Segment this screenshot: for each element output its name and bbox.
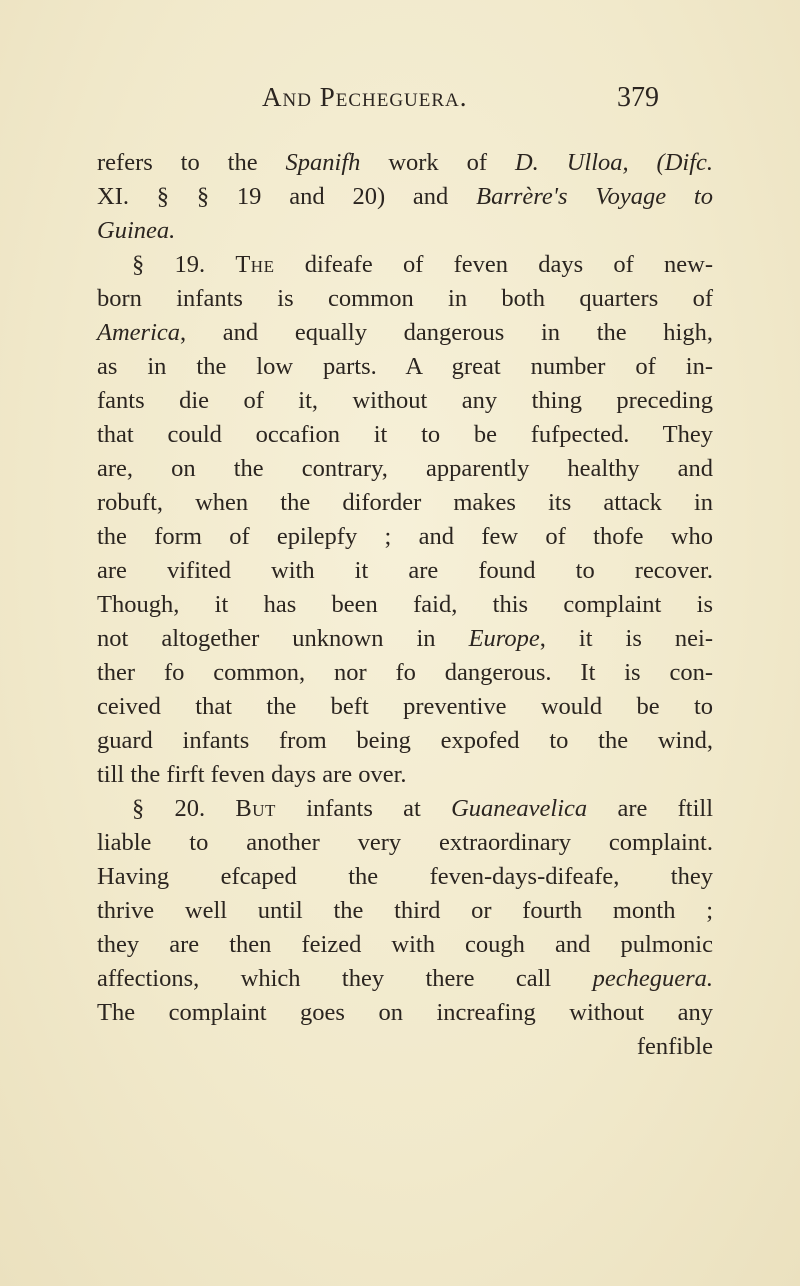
italic-run: Barrère's Voyage to bbox=[476, 183, 713, 210]
text-run: affections, which they there call bbox=[97, 965, 593, 992]
text-line bbox=[97, 316, 713, 350]
text-run: not altogether unknown in bbox=[97, 625, 469, 652]
text-line: The complaint goes on increafing without any bbox=[97, 999, 713, 1026]
text-line: ther fo common, nor fo dangerous. It is con- bbox=[97, 659, 713, 686]
text-run: , and equally dangerous in the high, bbox=[180, 319, 713, 346]
small-caps-run: But bbox=[235, 795, 276, 822]
text-line bbox=[132, 248, 713, 282]
running-head bbox=[0, 82, 800, 122]
text-line bbox=[97, 214, 713, 248]
text-line: the form of epilepfy ; and few of thofe who bbox=[97, 523, 713, 550]
italic-run: America bbox=[97, 319, 180, 346]
text-line: ceived that the beft preventive would be to bbox=[97, 693, 713, 720]
text-line: that could occafion it to be fufpected. They bbox=[97, 421, 713, 448]
text-line: liable to another very extraordinary complaint. bbox=[97, 829, 713, 856]
text-line bbox=[97, 180, 713, 214]
text-line bbox=[97, 146, 713, 180]
text-line: fants die of it, without any thing preceding bbox=[97, 387, 713, 414]
text-run: are ftill bbox=[587, 795, 714, 822]
text-run: , it is nei- bbox=[539, 625, 714, 652]
text-line: thrive well until the third or fourth month ; bbox=[97, 897, 713, 924]
section-mark: § 19. bbox=[132, 251, 236, 278]
text-line bbox=[132, 792, 713, 826]
text-run: difeafe of feven days of new- bbox=[274, 251, 713, 278]
italic-run: Guaneavelica bbox=[451, 795, 588, 822]
catchword: fenfible bbox=[636, 1033, 713, 1060]
italic-run: Europe bbox=[468, 625, 540, 652]
italic-run: Guinea. bbox=[97, 217, 176, 244]
italic-run: D. Ulloa, (Difc. bbox=[514, 149, 714, 176]
text-line bbox=[97, 962, 713, 996]
text-run: refers to the bbox=[97, 149, 286, 176]
text-line: robuft, when the diforder makes its attack in bbox=[97, 489, 713, 516]
running-title: And Pecheguera. bbox=[262, 82, 468, 112]
text-run: work of bbox=[360, 149, 515, 176]
text-line: guard infants from being expofed to the wind, bbox=[97, 727, 713, 754]
text-line: they are then feized with cough and pulmonic bbox=[97, 931, 713, 958]
text-line bbox=[97, 622, 713, 656]
page-number: 379 bbox=[617, 82, 659, 113]
text-line: till the firft feven days are over. bbox=[97, 761, 407, 788]
section-mark: § 20. bbox=[132, 795, 236, 822]
text-line: born infants is common in both quarters of bbox=[97, 285, 713, 312]
text-line: are, on the contrary, apparently healthy and bbox=[97, 455, 713, 482]
small-caps-run: The bbox=[235, 251, 275, 278]
italic-run: pecheguera. bbox=[592, 965, 713, 992]
text-line: Having efcaped the feven-days-difeafe, they bbox=[97, 863, 713, 890]
text-run: infants at bbox=[275, 795, 452, 822]
italic-run: Spanifh bbox=[285, 149, 361, 176]
text-line: are vifited with it are found to recover. bbox=[97, 557, 713, 584]
text-line: as in the low parts. A great number of in- bbox=[97, 353, 713, 380]
text-line: Though, it has been faid, this complaint is bbox=[97, 591, 713, 618]
text-run: XI. § § 19 and 20) and bbox=[97, 183, 477, 210]
